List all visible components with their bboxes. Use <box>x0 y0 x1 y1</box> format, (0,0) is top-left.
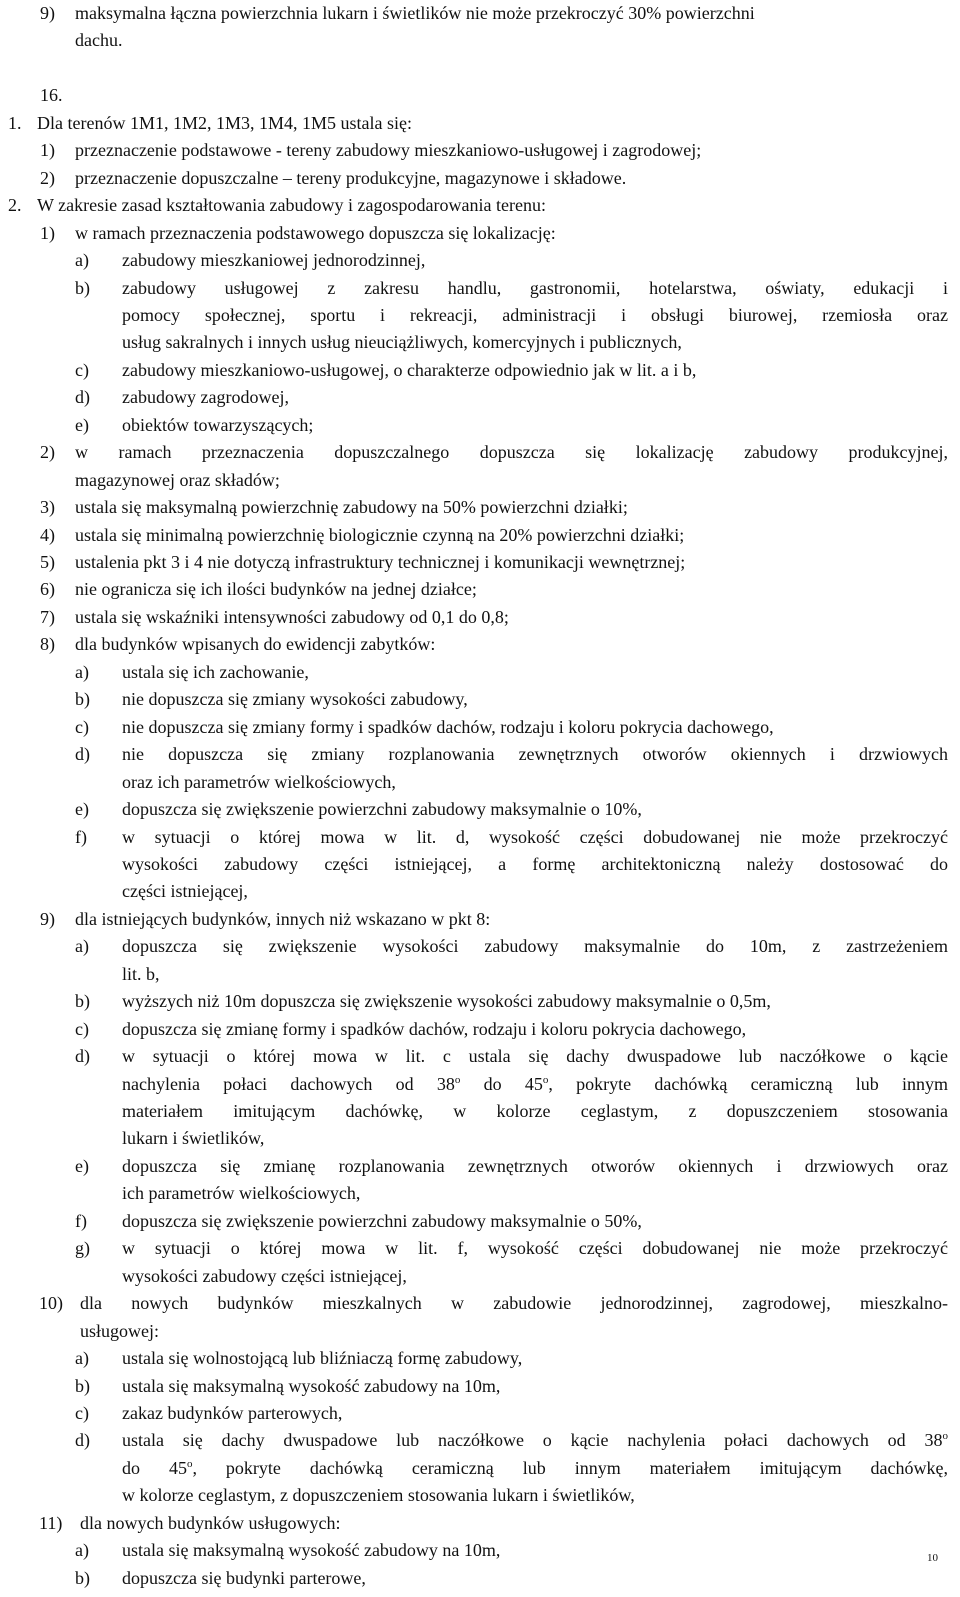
line-text: magazynowej oraz składów; <box>75 470 280 490</box>
list-marker: c) <box>75 717 89 737</box>
line-text: ustala się maksymalną wysokość zabudowy na 10m, <box>122 1540 501 1560</box>
line-text: lukarn i świetlików, <box>122 1128 265 1148</box>
list-marker: d) <box>75 387 90 407</box>
text-line <box>0 496 960 526</box>
line-text: przeznaczenie podstawowe - tereny zabudowy mieszkaniowo-usługowej i zagrodowej; <box>75 140 702 160</box>
text-line <box>0 1402 960 1432</box>
text-line <box>0 1347 960 1377</box>
list-marker: 11) <box>39 1513 63 1533</box>
text-line <box>0 167 960 197</box>
line-text: usługowej: <box>80 1321 159 1341</box>
text-line <box>0 908 960 938</box>
text-line <box>0 277 960 307</box>
line-text: ustala się ich zachowanie, <box>122 662 309 682</box>
list-marker: 2. <box>8 195 22 215</box>
list-marker: 1. <box>8 113 22 133</box>
list-marker: 8) <box>40 634 55 654</box>
text-line <box>0 1155 960 1185</box>
line-text: dopuszcza się zmianę rozplanowania zewnętrznych otworów okiennych i drzwiowych oraz <box>122 1156 948 1176</box>
text-line <box>0 716 960 746</box>
list-marker: d) <box>75 1430 90 1450</box>
text-line <box>0 441 960 471</box>
text-line <box>0 1073 960 1103</box>
line-text: w sytuacji o której mowa w lit. c ustala się dachy dwuspadowe lub naczółkowe o kącie <box>122 1046 948 1066</box>
text-line <box>0 1484 960 1514</box>
line-text: do 45$^o$, pokryte dachówką ceramiczną lub innym materiałem imitującym dachówkę, <box>122 1458 948 1478</box>
line-text: w ramach przeznaczenia podstawowego dopuszcza się lokalizację: <box>75 223 556 243</box>
line-text: nachylenia połaci dachowych od 38$^o$ do 45$^o$, pokryte dachówką ceramiczną lub innym <box>122 1074 949 1094</box>
line-text: dopuszcza się zmianę formy i spadków dachów, rodzaju i koloru pokrycia dachowego, <box>122 1019 747 1039</box>
list-marker: 9) <box>40 909 55 929</box>
text-line <box>0 606 960 636</box>
text-line <box>0 249 960 279</box>
line-text: w sytuacji o której mowa w lit. d, wysokość części dobudowanej nie może przekroczyć <box>122 827 948 847</box>
line-text: materiałem imitującym dachówkę, w kolorze ceglastym, z dopuszczeniem stosowania <box>122 1101 948 1121</box>
line-text: dla nowych budynków mieszkalnych w zabudowie jednorodzinnej, zagrodowej, mieszkalno- <box>80 1293 948 1313</box>
list-marker: c) <box>75 1019 89 1039</box>
text-line <box>0 771 960 801</box>
text-line <box>0 826 960 856</box>
line-text: dopuszcza się budynki parterowe, <box>122 1568 366 1588</box>
text-line <box>0 551 960 581</box>
text-line <box>0 1457 960 1487</box>
line-text: W zakresie zasad kształtowania zabudowy i zagospodarowania terenu: <box>37 195 546 215</box>
line-text: ustala się dachy dwuspadowe lub naczółkowe o kącie nachylenia połaci dachowych od 38$^o$ <box>122 1430 948 1450</box>
text-line <box>0 798 960 828</box>
text-line <box>0 222 960 252</box>
list-marker: 3) <box>40 497 55 517</box>
line-text: obiektów towarzyszących; <box>122 415 314 435</box>
list-marker: a) <box>75 250 89 270</box>
line-text: zakaz budynków parterowych, <box>122 1403 343 1423</box>
text-line <box>0 1045 960 1075</box>
line-text: wysokości zabudowy części istniejącej, <box>122 1266 407 1286</box>
list-marker: c) <box>75 1403 89 1423</box>
text-line <box>0 112 960 142</box>
text-line <box>0 1512 960 1542</box>
text-line <box>0 990 960 1020</box>
list-marker: a) <box>75 1348 89 1368</box>
line-text: lit. b, <box>122 964 160 984</box>
line-text: dla nowych budynków usługowych: <box>80 1513 341 1533</box>
list-marker: e) <box>75 1156 89 1176</box>
line-text: nie dopuszcza się zmiany rozplanowania zewnętrznych otworów okiennych i drzwiowych <box>122 744 948 764</box>
line-text: nie ogranicza się ich ilości budynków na jednej działce; <box>75 579 477 599</box>
text-line <box>0 414 960 444</box>
text-line <box>0 963 960 993</box>
text-line <box>0 139 960 169</box>
text-line <box>0 469 960 499</box>
line-text: dla budynków wpisanych do ewidencji zabytków: <box>75 634 436 654</box>
line-text: ustalenia pkt 3 i 4 nie dotyczą infrastruktury technicznej i komunikacji wewnętrznej; <box>75 552 686 572</box>
text-line <box>0 743 960 773</box>
list-marker: 6) <box>40 579 55 599</box>
text-line <box>0 935 960 965</box>
line-text: w sytuacji o której mowa w lit. f, wysokość części dobudowanej nie może przekroczyć <box>122 1238 948 1258</box>
text-line <box>0 1567 960 1597</box>
line-text: wyższych niż 10m dopuszcza się zwiększenie wysokości zabudowy maksymalnie o 0,5m, <box>122 991 771 1011</box>
text-line <box>0 1539 960 1569</box>
text-line <box>0 853 960 883</box>
text-line <box>0 880 960 910</box>
list-marker: b) <box>75 1568 90 1588</box>
text-line <box>0 1237 960 1267</box>
list-marker: a) <box>75 1540 89 1560</box>
list-marker: b) <box>75 1376 90 1396</box>
text-line <box>0 2 960 32</box>
list-marker: 10) <box>39 1293 63 1313</box>
line-text: zabudowy mieszkaniowo-usługowej, o charakterze odpowiednio jak w lit. a i b, <box>122 360 697 380</box>
line-text: dachu. <box>75 30 123 50</box>
line-text: części istniejącej, <box>122 881 248 901</box>
text-line <box>0 1018 960 1048</box>
line-text: maksymalna łączna powierzchnia lukarn i świetlików nie może przekroczyć 30% powierzchni <box>75 3 755 23</box>
list-marker: b) <box>75 991 90 1011</box>
line-text: ich parametrów wielkościowych, <box>122 1183 361 1203</box>
text-line <box>0 524 960 554</box>
list-marker: a) <box>75 936 89 956</box>
list-marker: c) <box>75 360 89 380</box>
page-number: 10 <box>927 1552 938 1564</box>
list-marker: 1) <box>40 140 55 160</box>
line-text: zabudowy mieszkaniowej jednorodzinnej, <box>122 250 426 270</box>
line-text: wysokości zabudowy części istniejącej, a formę architektoniczną należy dostosować do <box>122 854 948 874</box>
line-text: oraz ich parametrów wielkościowych, <box>122 772 396 792</box>
line-text: zabudowy zagrodowej, <box>122 387 289 407</box>
text-line <box>0 661 960 691</box>
list-marker: a) <box>75 662 89 682</box>
list-marker: 1) <box>40 223 55 243</box>
text-line <box>0 194 960 224</box>
text-line <box>0 633 960 663</box>
line-text: dopuszcza się zwiększenie powierzchni zabudowy maksymalnie o 50%, <box>122 1211 642 1231</box>
line-text: zabudowy usługowej z zakresu handlu, gastronomii, hotelarstwa, oświaty, edukacji i <box>122 278 948 298</box>
text-line <box>0 1375 960 1405</box>
text-line <box>0 386 960 416</box>
text-line <box>0 1292 960 1322</box>
list-marker: b) <box>75 278 90 298</box>
line-text: dopuszcza się zwiększenie wysokości zabudowy maksymalnie do 10m, z zastrzeżeniem <box>122 936 948 956</box>
list-marker: e) <box>75 415 89 435</box>
line-text: nie dopuszcza się zmiany formy i spadków dachów, rodzaju i koloru pokrycia dachowego, <box>122 717 774 737</box>
line-text: w ramach przeznaczenia dopuszczalnego dopuszcza się lokalizację zabudowy produkcyjnej, <box>75 442 948 462</box>
text-line <box>0 84 960 114</box>
text-line <box>0 1429 960 1459</box>
list-marker: g) <box>75 1238 90 1258</box>
list-marker: 2) <box>40 168 55 188</box>
text-line <box>0 1210 960 1240</box>
line-text: Dla terenów 1M1, 1M2, 1M3, 1M4, 1M5 ustala się: <box>37 113 412 133</box>
text-line <box>0 1265 960 1295</box>
list-marker: f) <box>75 827 87 847</box>
text-line <box>0 578 960 608</box>
list-marker: b) <box>75 689 90 709</box>
text-line <box>0 1127 960 1157</box>
line-text: ustala się maksymalną powierzchnię zabudowy na 50% powierzchni działki; <box>75 497 628 517</box>
line-text: pomocy społecznej, sportu i rekreacji, administracji i obsługi biurowej, rzemiosła oraz <box>122 305 948 325</box>
line-text: 16. <box>40 85 63 105</box>
text-line <box>0 688 960 718</box>
line-text: przeznaczenie dopuszczalne – tereny produkcyjne, magazynowe i składowe. <box>75 168 627 188</box>
list-marker: 4) <box>40 525 55 545</box>
list-marker: d) <box>75 1046 90 1066</box>
line-text: usług sakralnych i innych usług nieuciążliwych, komercyjnych i publicznych, <box>122 332 682 352</box>
line-text: ustala się maksymalną wysokość zabudowy na 10m, <box>122 1376 501 1396</box>
text-line <box>0 1320 960 1350</box>
line-text: ustala się wskaźniki intensywności zabudowy od 0,1 do 0,8; <box>75 607 509 627</box>
line-text: dopuszcza się zwiększenie powierzchni zabudowy maksymalnie o 10%, <box>122 799 642 819</box>
text-line <box>0 331 960 361</box>
list-marker: f) <box>75 1211 87 1231</box>
line-text: ustala się wolnostojącą lub bliźniaczą formę zabudowy, <box>122 1348 523 1368</box>
text-line <box>0 29 960 59</box>
line-text: ustala się minimalną powierzchnię biologicznie czynną na 20% powierzchni działki; <box>75 525 685 545</box>
list-marker: d) <box>75 744 90 764</box>
text-line <box>0 1182 960 1212</box>
list-marker: 7) <box>40 607 55 627</box>
list-marker: 9) <box>40 3 55 23</box>
line-text: dla istniejących budynków, innych niż wskazano w pkt 8: <box>75 909 491 929</box>
text-line <box>0 304 960 334</box>
list-marker: e) <box>75 799 89 819</box>
text-line <box>0 359 960 389</box>
text-line <box>0 1100 960 1130</box>
line-text: w kolorze ceglastym, z dopuszczeniem stosowania lukarn i świetlików, <box>122 1485 635 1505</box>
line-text: nie dopuszcza się zmiany wysokości zabudowy, <box>122 689 468 709</box>
list-marker: 2) <box>40 442 55 462</box>
list-marker: 5) <box>40 552 55 572</box>
text-line <box>0 57 960 87</box>
